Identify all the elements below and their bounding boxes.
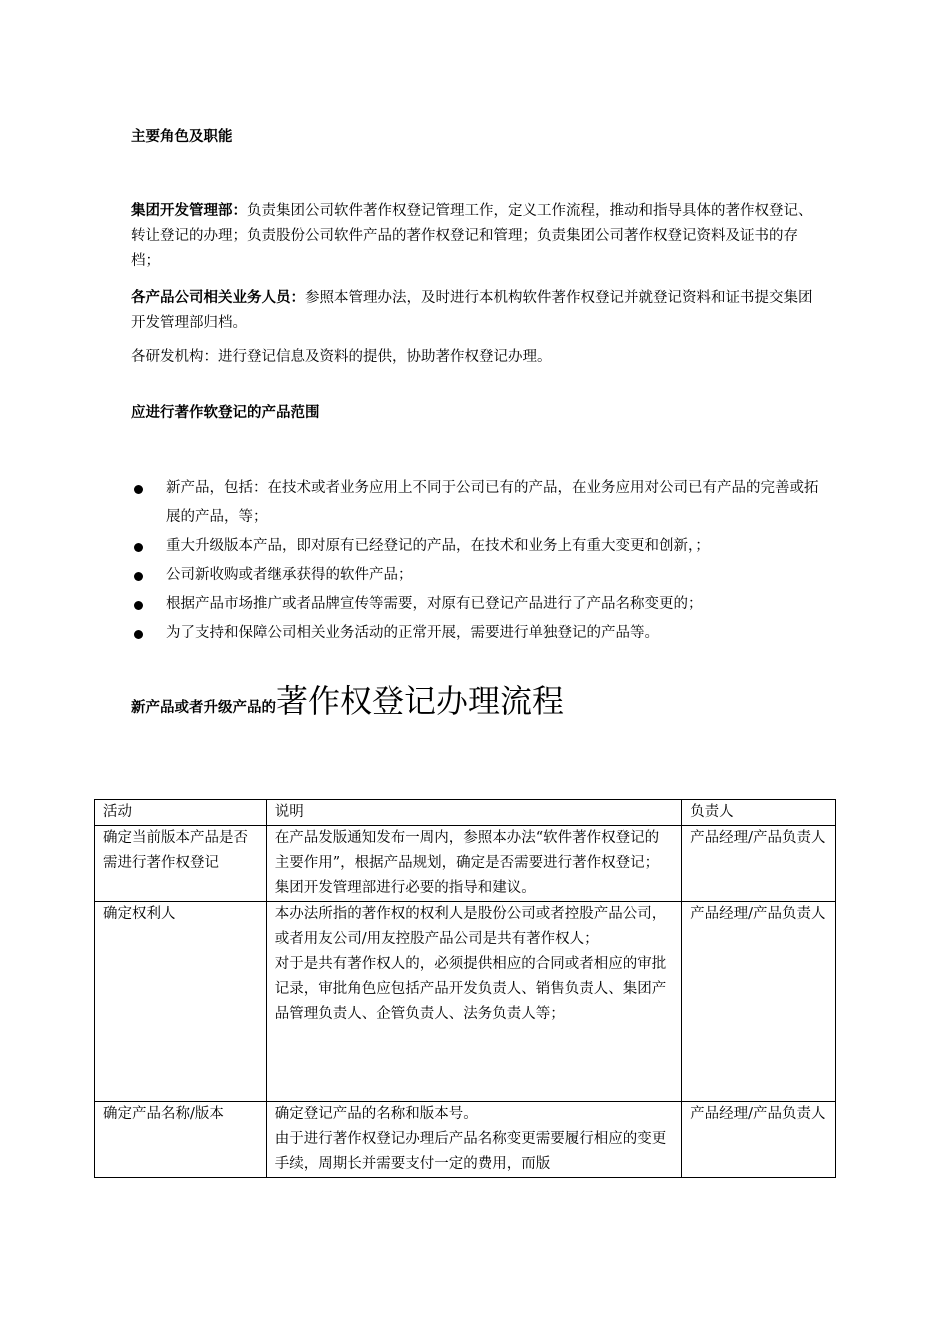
- owner-cell: 产品经理/产品负责人: [682, 826, 836, 902]
- role-text: 参照本管理办法，及时进行本机构软件著作权登记并就登记资料和证书提交集团开发管理部归档。: [131, 290, 813, 331]
- role-paragraph-product-staff: [131, 286, 825, 336]
- owner-cell: 产品经理/产品负责人: [682, 1102, 836, 1178]
- role-name: 各产品公司相关业务人员：: [131, 290, 305, 306]
- table-row: [95, 826, 836, 902]
- owner-cell: 产品经理/产品负责人: [682, 902, 836, 1102]
- bullet-icon: [134, 485, 143, 494]
- role-text: 负责集团公司软件著作权登记管理工作，定义工作流程，推动和指导具体的著作权登记、转让登记的办理；负责股份公司软件产品的著作权登记和管理；负责集团公司著作权登记资料及证书的存档；: [131, 203, 813, 269]
- list-item: 公司新收购或者继承获得的软件产品；: [131, 561, 825, 590]
- column-header: 负责人: [682, 800, 836, 826]
- section-heading-scope: 应进行著作软登记的产品范围: [131, 405, 320, 421]
- role-paragraph-rd: [131, 345, 825, 370]
- flow-title: [131, 676, 564, 722]
- bullet-icon: [134, 572, 143, 581]
- description-cell: 确定登记产品的名称和版本号。 由于进行著作权登记办理后产品名称变更需要履行相应的变更手续，周期长并需要支付一定的费用，而版: [266, 1102, 681, 1178]
- flow-table: [94, 799, 836, 1178]
- description-cell: 在产品发版通知发布一周内，参照本办法“软件著作权登记的主要作用”，根据产品规划，确定是否需要进行著作权登记； 集团开发管理部进行必要的指导和建议。: [266, 826, 681, 902]
- bullet-icon: [134, 630, 143, 639]
- list-item: 为了支持和保障公司相关业务活动的正常开展，需要进行单独登记的产品等。: [131, 619, 825, 648]
- table-row: [95, 902, 836, 1102]
- table-row: [95, 1102, 836, 1178]
- role-text: 各研发机构：进行登记信息及资料的提供，协助著作权登记办理。: [131, 349, 552, 365]
- list-item: 根据产品市场推广或者品牌宣传等需要，对原有已登记产品进行了产品名称变更的；: [131, 590, 825, 619]
- role-name: 集团开发管理部：: [131, 203, 247, 219]
- bullet-icon: [134, 543, 143, 552]
- table-header-row: [95, 800, 836, 826]
- description-cell: 本办法所指的著作权的权利人是股份公司或者控股产品公司，或者用友公司/用友控股产品公司是共有著作权人； 对于是共有著作权人的，必须提供相应的合同或者相应的审批记录，审批角色应包括产品开发负责人、销售负责人、集团产品管理负责人、企管负责人、法务负责人等；: [266, 902, 681, 1102]
- flow-title-small: 新产品或者升级产品的: [131, 700, 276, 716]
- activity-cell: 确定当前版本产品是否需进行著作权登记: [95, 826, 267, 902]
- activity-cell: 确定权利人: [95, 902, 267, 1102]
- column-header: 活动: [95, 800, 267, 826]
- bullet-icon: [134, 601, 143, 610]
- section-heading-roles: 主要角色及职能: [131, 129, 233, 145]
- activity-cell: 确定产品名称/版本: [95, 1102, 267, 1178]
- column-header: 说明: [266, 800, 681, 826]
- role-paragraph-group-dev: [131, 199, 825, 274]
- list-item: 新产品，包括：在技术或者业务应用上不同于公司已有的产品，在业务应用对公司已有产品的完善或拓展的产品，等；: [131, 474, 825, 532]
- list-item: 重大升级版本产品，即对原有已经登记的产品，在技术和业务上有重大变更和创新，；: [131, 532, 825, 561]
- flow-title-large: 著作权登记办理流程: [276, 682, 565, 720]
- scope-list: [131, 474, 825, 648]
